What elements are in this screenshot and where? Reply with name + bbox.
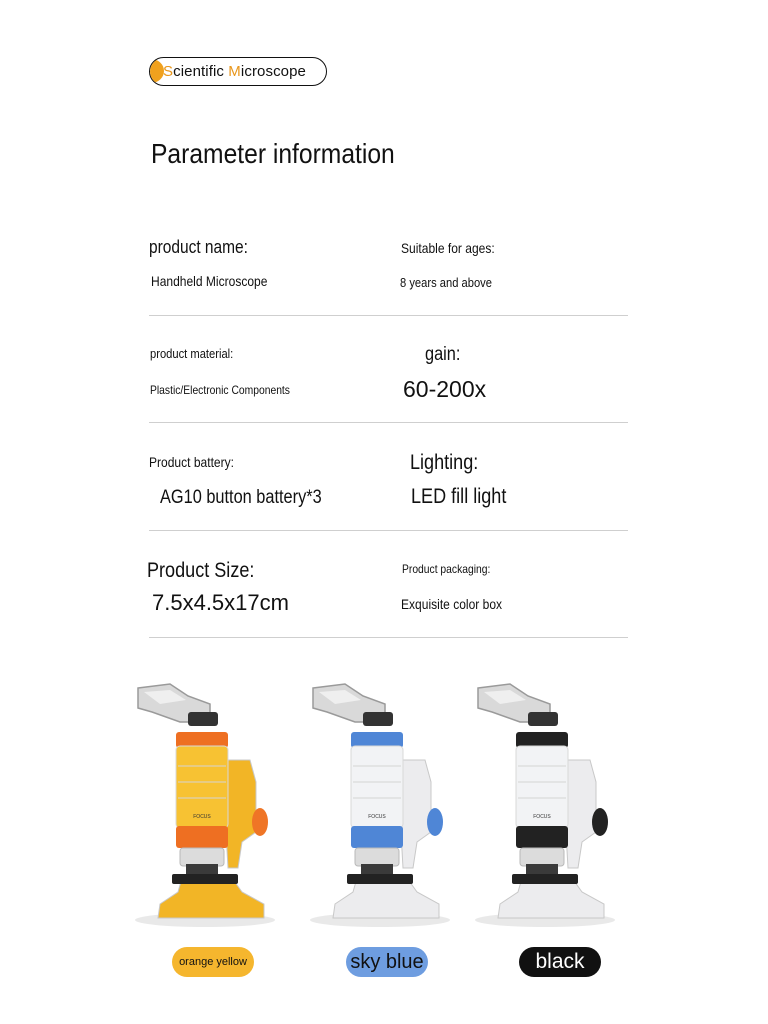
focus-ring	[176, 826, 228, 848]
param-label-gain: gain:	[425, 344, 461, 365]
product-image-sky-blue	[305, 682, 455, 932]
eyepiece	[528, 712, 558, 726]
param-value-gain: 60-200x	[403, 376, 487, 402]
focus-text: FOCUS	[533, 814, 551, 820]
param-label-product-name: product name:	[149, 237, 248, 257]
param-value-material: Plastic/Electronic Components	[150, 383, 290, 397]
param-label-size: Product Size:	[147, 559, 255, 582]
lens-housing	[355, 848, 399, 866]
color-swatch-orange-yellow: orange yellow	[172, 947, 254, 977]
focus-knob	[592, 808, 608, 836]
objective	[526, 864, 558, 874]
color-swatch-sky-blue: sky blue	[346, 947, 428, 977]
param-value-lighting: LED fill light	[411, 485, 507, 508]
focus-knob	[427, 808, 443, 836]
objective	[361, 864, 393, 874]
param-value-product-name: Handheld Microscope	[151, 273, 268, 289]
product-image-orange-yellow	[130, 682, 280, 932]
objective	[186, 864, 218, 874]
eyepiece	[188, 712, 218, 726]
focus-text: FOCUS	[368, 814, 386, 820]
param-label-ages: Suitable for ages:	[401, 240, 495, 256]
focus-text: FOCUS	[193, 814, 211, 820]
divider	[149, 637, 628, 638]
logo-dot-icon	[149, 59, 164, 83]
eyepiece	[363, 712, 393, 726]
divider	[149, 530, 628, 531]
focus-ring	[516, 826, 568, 848]
page-title: Parameter information	[151, 138, 395, 169]
lens-housing	[520, 848, 564, 866]
focus-ring	[351, 826, 403, 848]
lens-housing	[180, 848, 224, 866]
divider	[149, 422, 628, 423]
product-image-black	[470, 682, 620, 932]
param-value-packaging: Exquisite color box	[401, 596, 503, 612]
param-value-size: 7.5x4.5x17cm	[152, 590, 289, 615]
stage	[347, 874, 413, 884]
stage	[512, 874, 578, 884]
param-value-battery: AG10 button battery*3	[160, 487, 322, 508]
stage	[172, 874, 238, 884]
divider	[149, 315, 628, 316]
param-label-packaging: Product packaging:	[402, 562, 491, 576]
param-value-ages: 8 years and above	[400, 275, 492, 290]
brand-logo	[149, 57, 327, 86]
focus-knob	[252, 808, 268, 836]
logo-text: Scientific Microscope	[163, 63, 307, 80]
color-swatch-black: black	[519, 947, 601, 977]
param-label-lighting: Lighting:	[410, 451, 479, 474]
param-label-battery: Product battery:	[149, 454, 234, 470]
param-label-material: product material:	[150, 346, 234, 361]
